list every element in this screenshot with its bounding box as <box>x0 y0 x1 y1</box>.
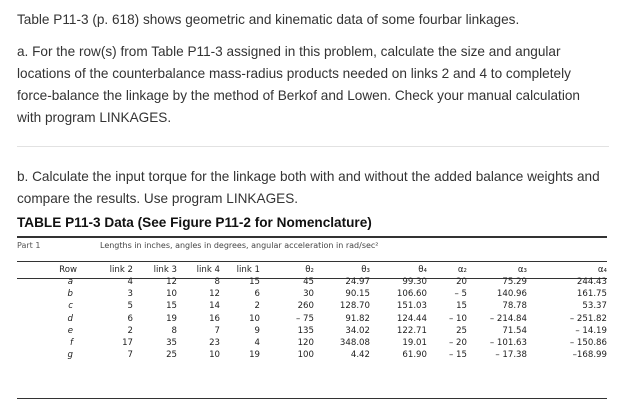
column-header: α₄ <box>597 265 607 275</box>
table-cell: 9 <box>254 325 260 336</box>
row-label: f <box>69 338 73 349</box>
table-cell: 7 <box>214 325 220 336</box>
table-cell: 25 <box>456 325 467 336</box>
column-header: α₃ <box>517 265 527 275</box>
table-cell: 12 <box>209 289 220 300</box>
table-cell: 3 <box>127 289 133 300</box>
table-cell: –168.99 <box>572 350 607 361</box>
table-cell: 6 <box>254 289 260 300</box>
part-b-paragraph: b. Calculate the input torque for the linkage both with and without the added balance weights and compare the results. Use program LINKAGES. <box>17 169 600 206</box>
table-cell: – 251.82 <box>569 313 607 324</box>
table-cell: 161.75 <box>576 289 607 300</box>
table-cell: – 75 <box>296 313 314 324</box>
table-row <box>17 300 607 312</box>
data-table-figure <box>17 236 609 400</box>
table-cell: 15 <box>166 301 177 312</box>
table-cell: 124.44 <box>396 313 427 324</box>
table-cell: 78.78 <box>502 301 527 312</box>
column-header: link 4 <box>196 265 220 275</box>
table-cell: – 5 <box>454 289 467 300</box>
table-cell: – 150.86 <box>569 338 607 349</box>
table-cell: 20 <box>456 277 467 288</box>
intro-paragraph: Table P11-3 (p. 618) shows geometric and kinematic data of some fourbar linkages. <box>17 12 520 27</box>
data-table <box>17 264 607 361</box>
table-cell: 2 <box>254 301 260 312</box>
table-cell: 348.08 <box>339 338 370 349</box>
table-cell: 4 <box>127 277 133 288</box>
table-cell: 90.15 <box>345 289 370 300</box>
table-part-label: Part 1 <box>17 241 41 250</box>
table-header-row <box>17 264 607 276</box>
table-cell: 34.02 <box>345 325 370 336</box>
table-cell: 10 <box>166 289 177 300</box>
table-cell: 4 <box>254 338 260 349</box>
column-header: link 2 <box>109 265 133 275</box>
table-cell: 7 <box>127 350 133 361</box>
table-cell: 15 <box>456 301 467 312</box>
table-cell: 120 <box>297 338 314 349</box>
row-label: a <box>67 277 73 288</box>
table-cell: – 214.84 <box>489 313 527 324</box>
table-cell: 61.90 <box>402 350 427 361</box>
row-label: e <box>67 325 73 336</box>
table-cell: 8 <box>214 277 220 288</box>
column-header: Row <box>59 265 77 275</box>
table-row <box>17 288 607 300</box>
table-cell: 151.03 <box>396 301 427 312</box>
table-cell: 6 <box>127 313 133 324</box>
table-cell: 2 <box>127 325 133 336</box>
table-cell: 16 <box>209 313 220 324</box>
table-cell: 15 <box>249 277 260 288</box>
table-title: TABLE P11-3 Data (See Figure P11-2 for Nomenclature) <box>17 215 372 230</box>
table-cell: 19 <box>249 350 260 361</box>
table-cell: 5 <box>127 301 133 312</box>
table-row <box>17 349 607 361</box>
table-cell: 75.29 <box>502 277 527 288</box>
table-cell: 10 <box>209 350 220 361</box>
column-header: α₂ <box>457 265 467 275</box>
table-cell: 45 <box>303 277 314 288</box>
table-cell: 8 <box>171 325 177 336</box>
table-row <box>17 313 607 325</box>
section-divider <box>17 146 609 147</box>
row-label: g <box>67 350 73 361</box>
table-cell: 140.96 <box>496 289 527 300</box>
table-top-rule <box>17 236 607 238</box>
table-row <box>17 337 607 349</box>
part-a-paragraph: a. For the row(s) from Table P11-3 assigned in this problem, calculate the size and angular locations of the counterbalance mass-radius products needed on links 2 and 4 to completely force-balance the linkage by the method of Berkof and Lowen. Check your manual calculation with program LINKAGES. <box>17 44 580 125</box>
table-cell: 99.30 <box>402 277 427 288</box>
table-cell: – 10 <box>449 313 467 324</box>
table-cell: 17 <box>122 338 133 349</box>
table-cell: 23 <box>209 338 220 349</box>
table-row <box>17 276 607 288</box>
table-row <box>17 325 607 337</box>
table-cell: 100 <box>297 350 314 361</box>
table-cell: 244.43 <box>576 277 607 288</box>
table-cell: 106.60 <box>396 289 427 300</box>
table-cell: 10 <box>249 313 260 324</box>
table-subtitle: Lengths in inches, angles in degrees, angular acceleration in rad/sec² <box>100 241 379 250</box>
table-cell: 25 <box>166 350 177 361</box>
column-header: θ₄ <box>418 265 427 275</box>
table-header-top-rule <box>17 261 607 262</box>
column-header: θ₂ <box>305 265 314 275</box>
table-cell: – 15 <box>449 350 467 361</box>
row-label: b <box>67 289 73 300</box>
table-cell: 128.70 <box>339 301 370 312</box>
table-cell: 71.54 <box>502 325 527 336</box>
table-cell: – 14.19 <box>575 325 607 336</box>
table-cell: 260 <box>297 301 314 312</box>
row-label: d <box>67 313 73 324</box>
table-cell: 30 <box>303 289 314 300</box>
column-header: θ₃ <box>361 265 370 275</box>
table-cell: – 101.63 <box>489 338 527 349</box>
table-cell: 4.42 <box>350 350 370 361</box>
table-cell: 24.97 <box>345 277 370 288</box>
table-cell: 19.01 <box>402 338 427 349</box>
table-cell: 135 <box>297 325 314 336</box>
table-cell: 122.71 <box>396 325 427 336</box>
row-label: c <box>68 301 73 312</box>
table-cell: 35 <box>166 338 177 349</box>
table-cell: 91.82 <box>345 313 370 324</box>
table-cell: 19 <box>166 313 177 324</box>
table-cell: 12 <box>166 277 177 288</box>
table-cell: 53.37 <box>582 301 607 312</box>
column-header: link 1 <box>236 265 260 275</box>
table-cell: – 17.38 <box>495 350 527 361</box>
column-header: link 3 <box>153 265 177 275</box>
table-bottom-rule <box>17 398 607 399</box>
table-cell: – 20 <box>449 338 467 349</box>
table-cell: 14 <box>209 301 220 312</box>
